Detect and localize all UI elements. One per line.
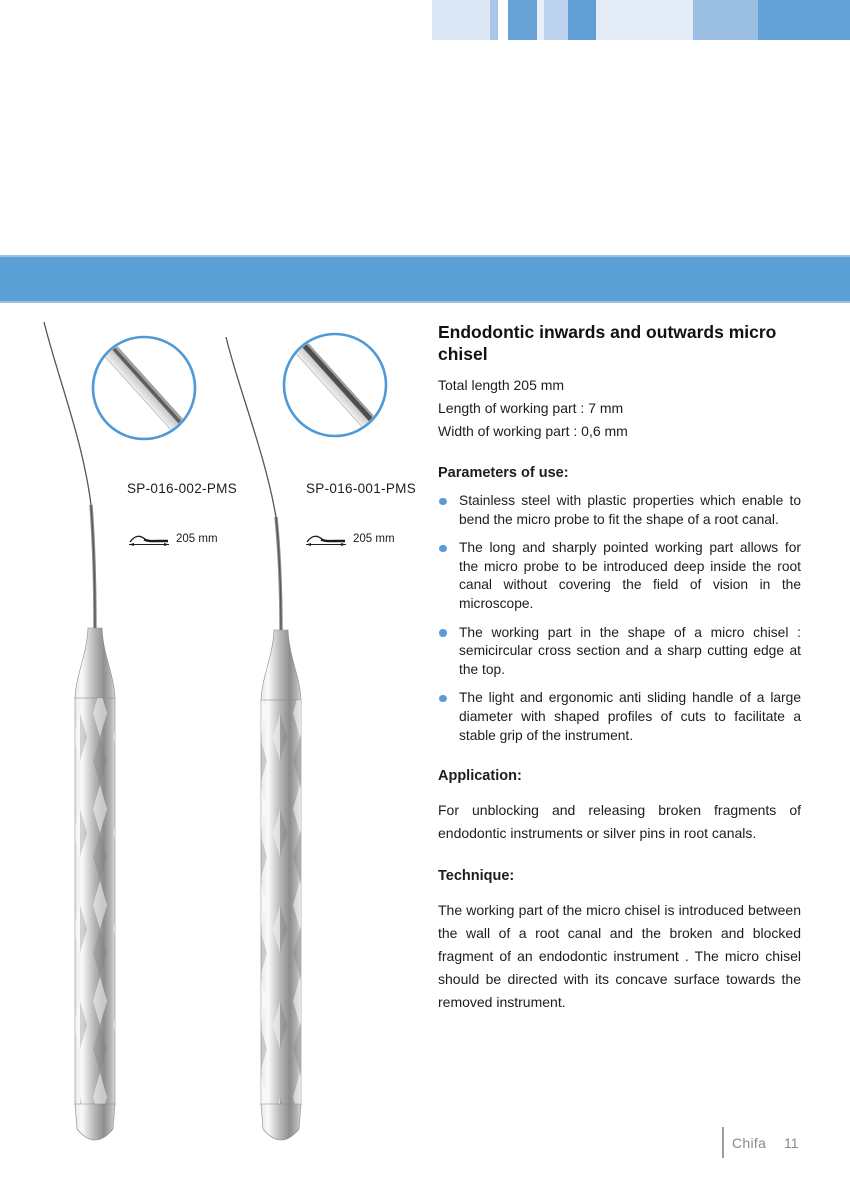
- parameter-item: [438, 689, 801, 745]
- application-text: For unblocking and releasing broken fragments of endodontic instruments or silver pins in root canals.: [438, 802, 801, 841]
- technique-text: The working part of the micro chisel is introduced between the wall of a root canal and the broken and blocked fragment of an endodontic instrument . The micro chisel should be directed with its concave surface towards the removed instrument.: [438, 902, 801, 1010]
- parameter-item-text: Stainless steel with plastic properties which enable to bend the micro probe to fit the shape of a root canal.: [459, 493, 801, 527]
- length-profile-icon: [128, 531, 170, 547]
- right-magnifier-circle: [284, 334, 400, 456]
- bullet-dot-icon: [439, 629, 447, 637]
- description-column: [438, 0, 801, 1200]
- product-title: Endodontic inwards and outwards micro chisel: [438, 322, 777, 364]
- footer-page-number: 11: [784, 1135, 799, 1151]
- technique-heading: Technique:: [438, 868, 515, 884]
- length-label-left: 205 mm: [176, 533, 218, 545]
- parameter-item: [438, 492, 801, 529]
- parameter-item: [438, 624, 801, 680]
- parameters-heading: Parameters of use:: [438, 465, 569, 481]
- spec-working-part-length: Length of working part : 7 mm: [438, 400, 624, 416]
- instruments-illustration: [0, 305, 430, 1165]
- bullet-dot-icon: [439, 695, 447, 703]
- length-indicator-left: [128, 531, 218, 547]
- length-profile-icon: [305, 531, 347, 547]
- parameters-list: [438, 492, 801, 755]
- left-instrument: [44, 322, 115, 1140]
- bullet-dot-icon: [439, 545, 447, 553]
- parameter-item-text: The long and sharply pointed working part allows for the micro probe to be introduced deep inside the root canal without covering the field of vision in the microscope.: [459, 540, 801, 611]
- parameter-item-text: The light and ergonomic anti sliding handle of a large diameter with shaped profiles of cuts to facilitate a stable grip of the instrument.: [459, 690, 801, 743]
- parameter-item: [438, 539, 801, 613]
- length-indicator-right: [305, 531, 395, 547]
- spec-working-part-width: Width of working part : 0,6 mm: [438, 423, 628, 439]
- bullet-dot-icon: [439, 498, 447, 506]
- right-instrument: [226, 337, 301, 1140]
- spec-total-length: Total length 205 mm: [438, 377, 565, 393]
- product-code-right: SP-016-001-PMS: [306, 481, 416, 496]
- product-code-left: SP-016-002-PMS: [127, 481, 237, 496]
- application-heading: Application:: [438, 768, 522, 784]
- length-label-right: 205 mm: [353, 533, 395, 545]
- left-magnifier-circle: [93, 337, 209, 459]
- footer-divider: [722, 1127, 724, 1158]
- footer-brand: Chifa: [732, 1135, 767, 1151]
- spec-list: [438, 374, 801, 443]
- parameter-item-text: The working part in the shape of a micro chisel : semicircular cross section and a sharp cutting edge at the top.: [459, 624, 801, 677]
